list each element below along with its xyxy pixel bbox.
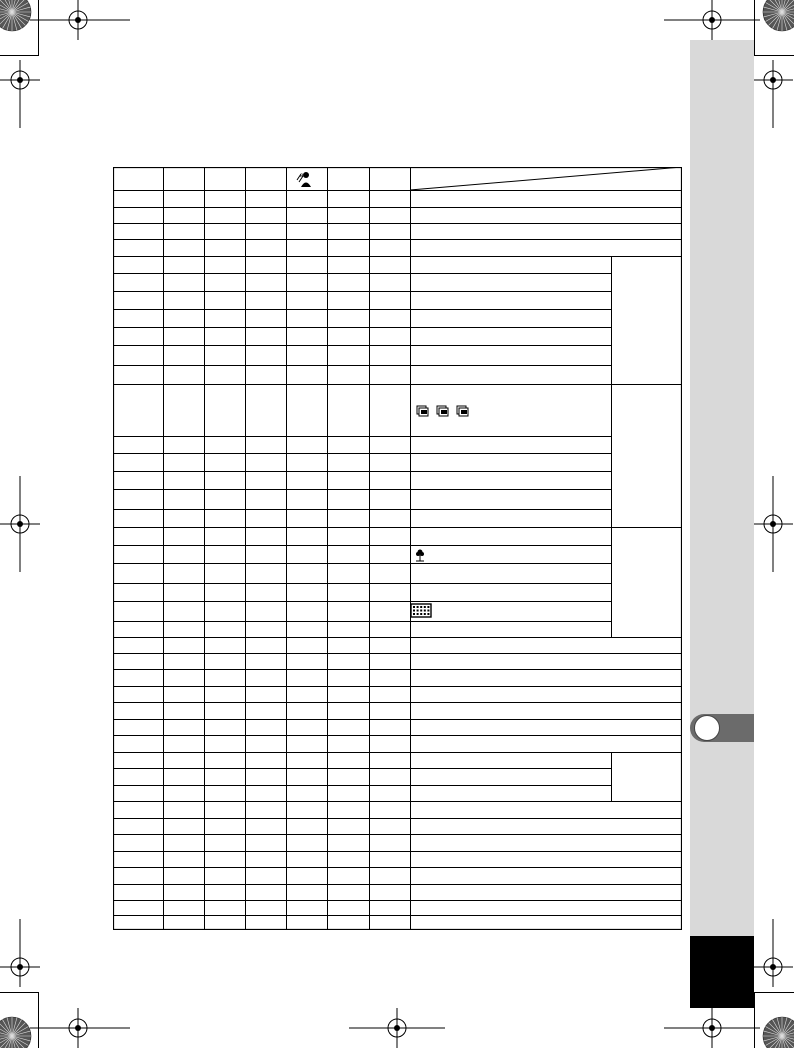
scene-portrait-icon — [297, 172, 311, 187]
grid-display-icon — [411, 604, 431, 617]
page-number-block — [690, 936, 754, 1008]
chapter-number-circle — [694, 715, 720, 741]
continuous-shooting-icon — [457, 406, 468, 416]
function-availability-table — [113, 167, 682, 930]
continuous-shooting-icon — [417, 406, 428, 416]
flower-macro-icon — [416, 550, 424, 562]
svg-text:a: a — [300, 173, 304, 179]
continuous-shooting-icon — [437, 406, 448, 416]
table-grid — [113, 167, 682, 930]
side-tab — [690, 40, 754, 1008]
grid-line — [410, 167, 682, 190]
